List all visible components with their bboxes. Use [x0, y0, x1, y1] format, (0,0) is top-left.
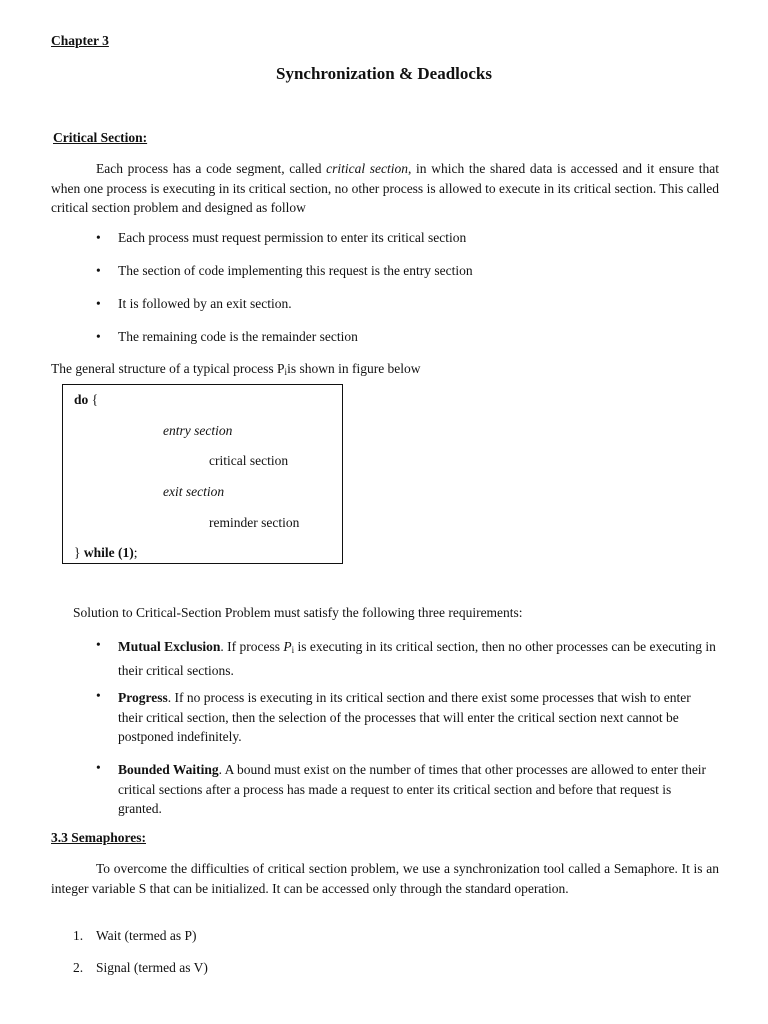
critical-section-heading: Critical Section:: [53, 130, 148, 145]
bullet-icon: •: [96, 263, 101, 278]
requirement-mutual-exclusion: Mutual Exclusion. If process $P_i$ is executing in its critical section, then no other processes can be executing in their critical sections.: [118, 639, 716, 678]
bullet-icon: •: [96, 329, 101, 344]
requirement-progress: Progress. If no process is executing in its critical section and there exist some processes that wish to enter their critical section, then the selection of the processes that will enter the critical section next cannot be postponed indefinitely.: [118, 690, 691, 744]
code-line-while: } while (1);: [74, 545, 138, 560]
bullet-icon: •: [96, 296, 101, 311]
bullet-icon: •: [96, 637, 101, 652]
code-line-reminder: reminder section: [209, 515, 300, 530]
semaphores-heading: 3.3 Semaphores:: [51, 830, 147, 845]
chapter-label: Chapter 3: [51, 33, 109, 48]
code-line-exit: exit section: [163, 484, 225, 499]
semaphores-paragraph: To overcome the difficulties of critical section problem, we use a synchronization tool called a Semaphore. It is an integer variable S that can be initialized. It can be accessed only through the standard operation.: [51, 861, 719, 896]
page-title: Synchronization & Deadlocks: [276, 64, 492, 83]
solution-intro: Solution to Critical-Section Problem must satisfy the following three requirements:: [73, 605, 523, 620]
code-line-do: do {: [74, 392, 99, 407]
code-line-critical: critical section: [209, 453, 289, 468]
critical-section-intro: Each process has a code segment, called critical section, in which the shared data is accessed and it ensure that when one process is executing in its critical section, no other process is allowed to execute in its critical section. This called critical section problem and designed as follow: [51, 161, 719, 215]
code-line-entry: entry section: [163, 423, 233, 438]
requirement-bounded-waiting: Bounded Waiting. A bound must exist on the number of times that other processes are allowed to enter their critical sections after a process has made a request to enter its critical section and before that request is granted.: [118, 762, 707, 816]
code-structure-box: [62, 384, 343, 564]
bullet-icon: •: [96, 230, 101, 245]
bullet-icon: •: [96, 688, 101, 703]
bullet-icon: •: [96, 760, 101, 775]
structure-caption: The general structure of a typical process $P_iis$ shown in figure below: [51, 361, 421, 377]
